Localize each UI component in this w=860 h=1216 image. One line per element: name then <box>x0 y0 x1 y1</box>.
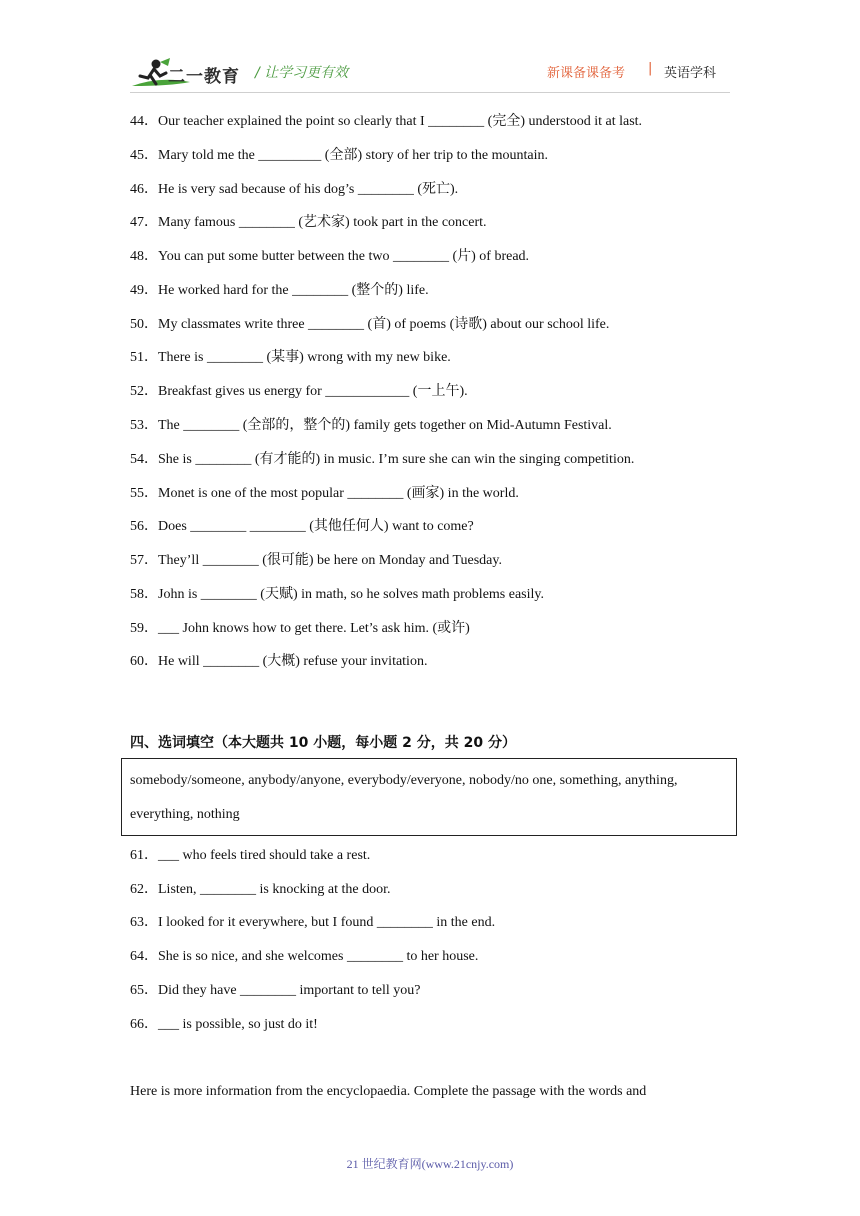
question-44: 44．Our teacher explained the point so clearly that I ________ (完全) understood it at last. <box>130 114 643 129</box>
logo-text: 二一教育 <box>168 67 240 87</box>
question-65: 65．Did they have ________ important to tell you? <box>130 983 421 998</box>
question-56: 56．Does ________ ________ (其他任何人) want to come? <box>130 519 474 534</box>
question-46: 46．He is very sad because of his dog’s ________ (死亡). <box>130 182 459 197</box>
word-bank-line-2: everything, nothing <box>130 807 240 822</box>
question-52: 52．Breakfast gives us energy for ____________ (一上午). <box>130 384 468 399</box>
page-header <box>0 0 860 100</box>
question-54: 54．She is ________ (有才能的) in music. I’m sure she can win the singing competition. <box>130 452 635 467</box>
question-47: 47．Many famous ________ (艺术家) took part in the concert. <box>130 215 487 230</box>
question-53: 53．The ________ (全部的，整个的) family gets together on Mid-Autumn Festival. <box>130 418 612 433</box>
header-separator: | <box>648 61 653 76</box>
question-66: 66．___ is possible, so just do it! <box>130 1017 318 1032</box>
question-50: 50．My classmates write three ________ (首) of poems (诗歌) about our school life. <box>130 317 610 332</box>
word-bank-line-1: somebody/someone, anybody/anyone, everybody/everyone, nobody/no one, something, anything, <box>130 773 678 788</box>
question-60: 60．He will ________ (大概) refuse your invitation. <box>130 654 428 669</box>
section-4-title: 四、选词填空（本大题共 10 小题，每小题 2 分，共 20 分） <box>130 735 516 751</box>
header-tagline: 新课备课备考 <box>547 66 626 81</box>
question-59: 59．___ John knows how to get there. Let’s ask him. (或许) <box>130 621 470 636</box>
passage-intro: Here is more information from the encyclopaedia. Complete the passage with the words and <box>130 1084 647 1099</box>
question-64: 64．She is so nice, and she welcomes ________ to her house. <box>130 949 479 964</box>
subject-label: 英语学科 <box>664 66 717 81</box>
question-58: 58．John is ________ (天赋) in math, so he solves math problems easily. <box>130 587 544 602</box>
question-57: 57．They’ll ________ (很可能) be here on Monday and Tuesday. <box>130 553 502 568</box>
word-bank-box <box>121 758 737 836</box>
header-divider <box>130 92 730 93</box>
question-48: 48．You can put some butter between the two ________ (片) of bread. <box>130 249 530 264</box>
question-55: 55．Monet is one of the most popular ________ (画家) in the world. <box>130 486 519 501</box>
question-49: 49．He worked hard for the ________ (整个的) life. <box>130 283 429 298</box>
question-63: 63．I looked for it everywhere, but I found ________ in the end. <box>130 915 496 930</box>
question-51: 51．There is ________ (某事) wrong with my new bike. <box>130 350 451 365</box>
question-62: 62．Listen, ________ is knocking at the door. <box>130 882 391 897</box>
slogan: / 让学习更有效 <box>255 65 349 81</box>
footer-source: 21 世纪教育网(www.21cnjy.com) <box>346 1157 514 1171</box>
question-45: 45．Mary told me the _________ (全部) story of her trip to the mountain. <box>130 148 548 163</box>
question-61: 61．___ who feels tired should take a rest. <box>130 848 371 863</box>
